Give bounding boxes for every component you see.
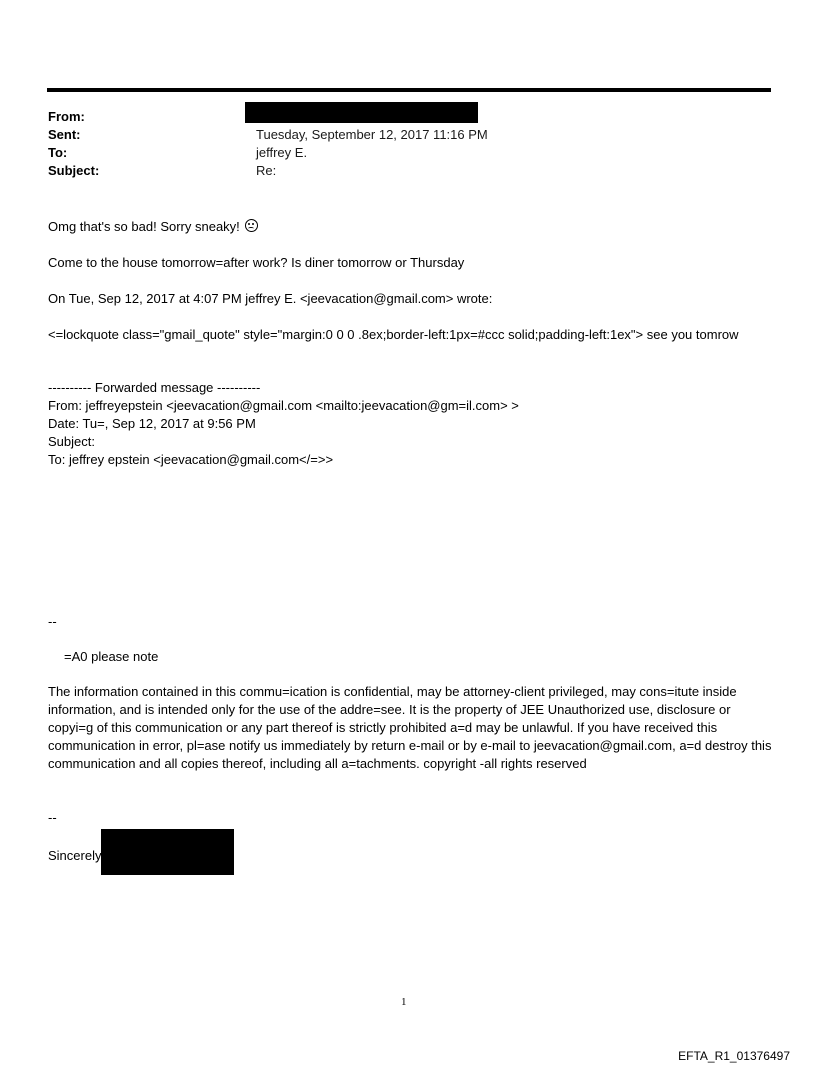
subject-row [48,162,488,180]
to-value: jeffrey E. [256,145,308,160]
to-label: To: [48,145,68,160]
confidentiality-disclaimer: The information contained in this commu=ication is confidential, may be attorney-client privileged, may cons=itute inside information, and is intended only for the use of the addre=see. It is the property of JEE Unauthorized use, disclosure or copyi=g of this communication or any part thereof is strictly prohibited a=d may be unlawful. If you have received this communication in error, pl=ase notify us immediately by return e-mail or by e-mail to jeevacation@gmail.com, a=d destroy this communication and all copies thereof, including all a=tachments. copyright -all rights reserved [48,684,772,771]
forwarded-subject: Subject: [48,434,95,449]
subject-label: Subject: [48,163,100,178]
forwarded-header: ---------- Forwarded message ---------- [48,380,261,395]
redaction-box-signature [101,829,234,875]
sent-value: Tuesday, September 12, 2017 11:16 PM [256,127,488,142]
subject-value: Re: [256,163,277,178]
message-line-1 [48,218,748,236]
message-line-1-text: Omg that's so bad! Sorry sneaky! [48,219,240,234]
from-label: From: [48,109,85,124]
message-line-2: Come to the house tomorrow=after work? Is diner tomorrow or Thursday [48,255,465,270]
redaction-box-from [245,102,478,123]
signoff: Sincerely [48,848,102,863]
header-rule [47,88,771,92]
bates-number: EFTA_R1_01376497 [678,1049,790,1063]
sent-label: Sent: [48,127,81,142]
separator-2: -- [48,810,57,825]
separator-1: -- [48,614,57,629]
quote-attribution: On Tue, Sep 12, 2017 at 4:07 PM jeffrey E. <jeevacation@gmail.com> wrote: [48,291,493,306]
confused-face-icon [245,219,258,232]
please-note: =A0 please note [64,649,159,664]
quoted-text: <=lockquote class="gmail_quote" style="margin:0 0 0 .8ex;border-left:1px=#ccc solid;padding-left:1ex"> see you tomrow [48,327,739,342]
forwarded-to: To: jeffrey epstein <jeevacation@gmail.com</=>> [48,452,334,467]
forwarded-date: Date: Tu=, Sep 12, 2017 at 9:56 PM [48,416,256,431]
to-row [48,144,488,162]
page-number: 1 [401,996,407,1008]
sent-row [48,126,488,144]
forwarded-from: From: jeffreyepstein <jeevacation@gmail.com <mailto:jeevacation@gm=il.com> > [48,398,519,413]
